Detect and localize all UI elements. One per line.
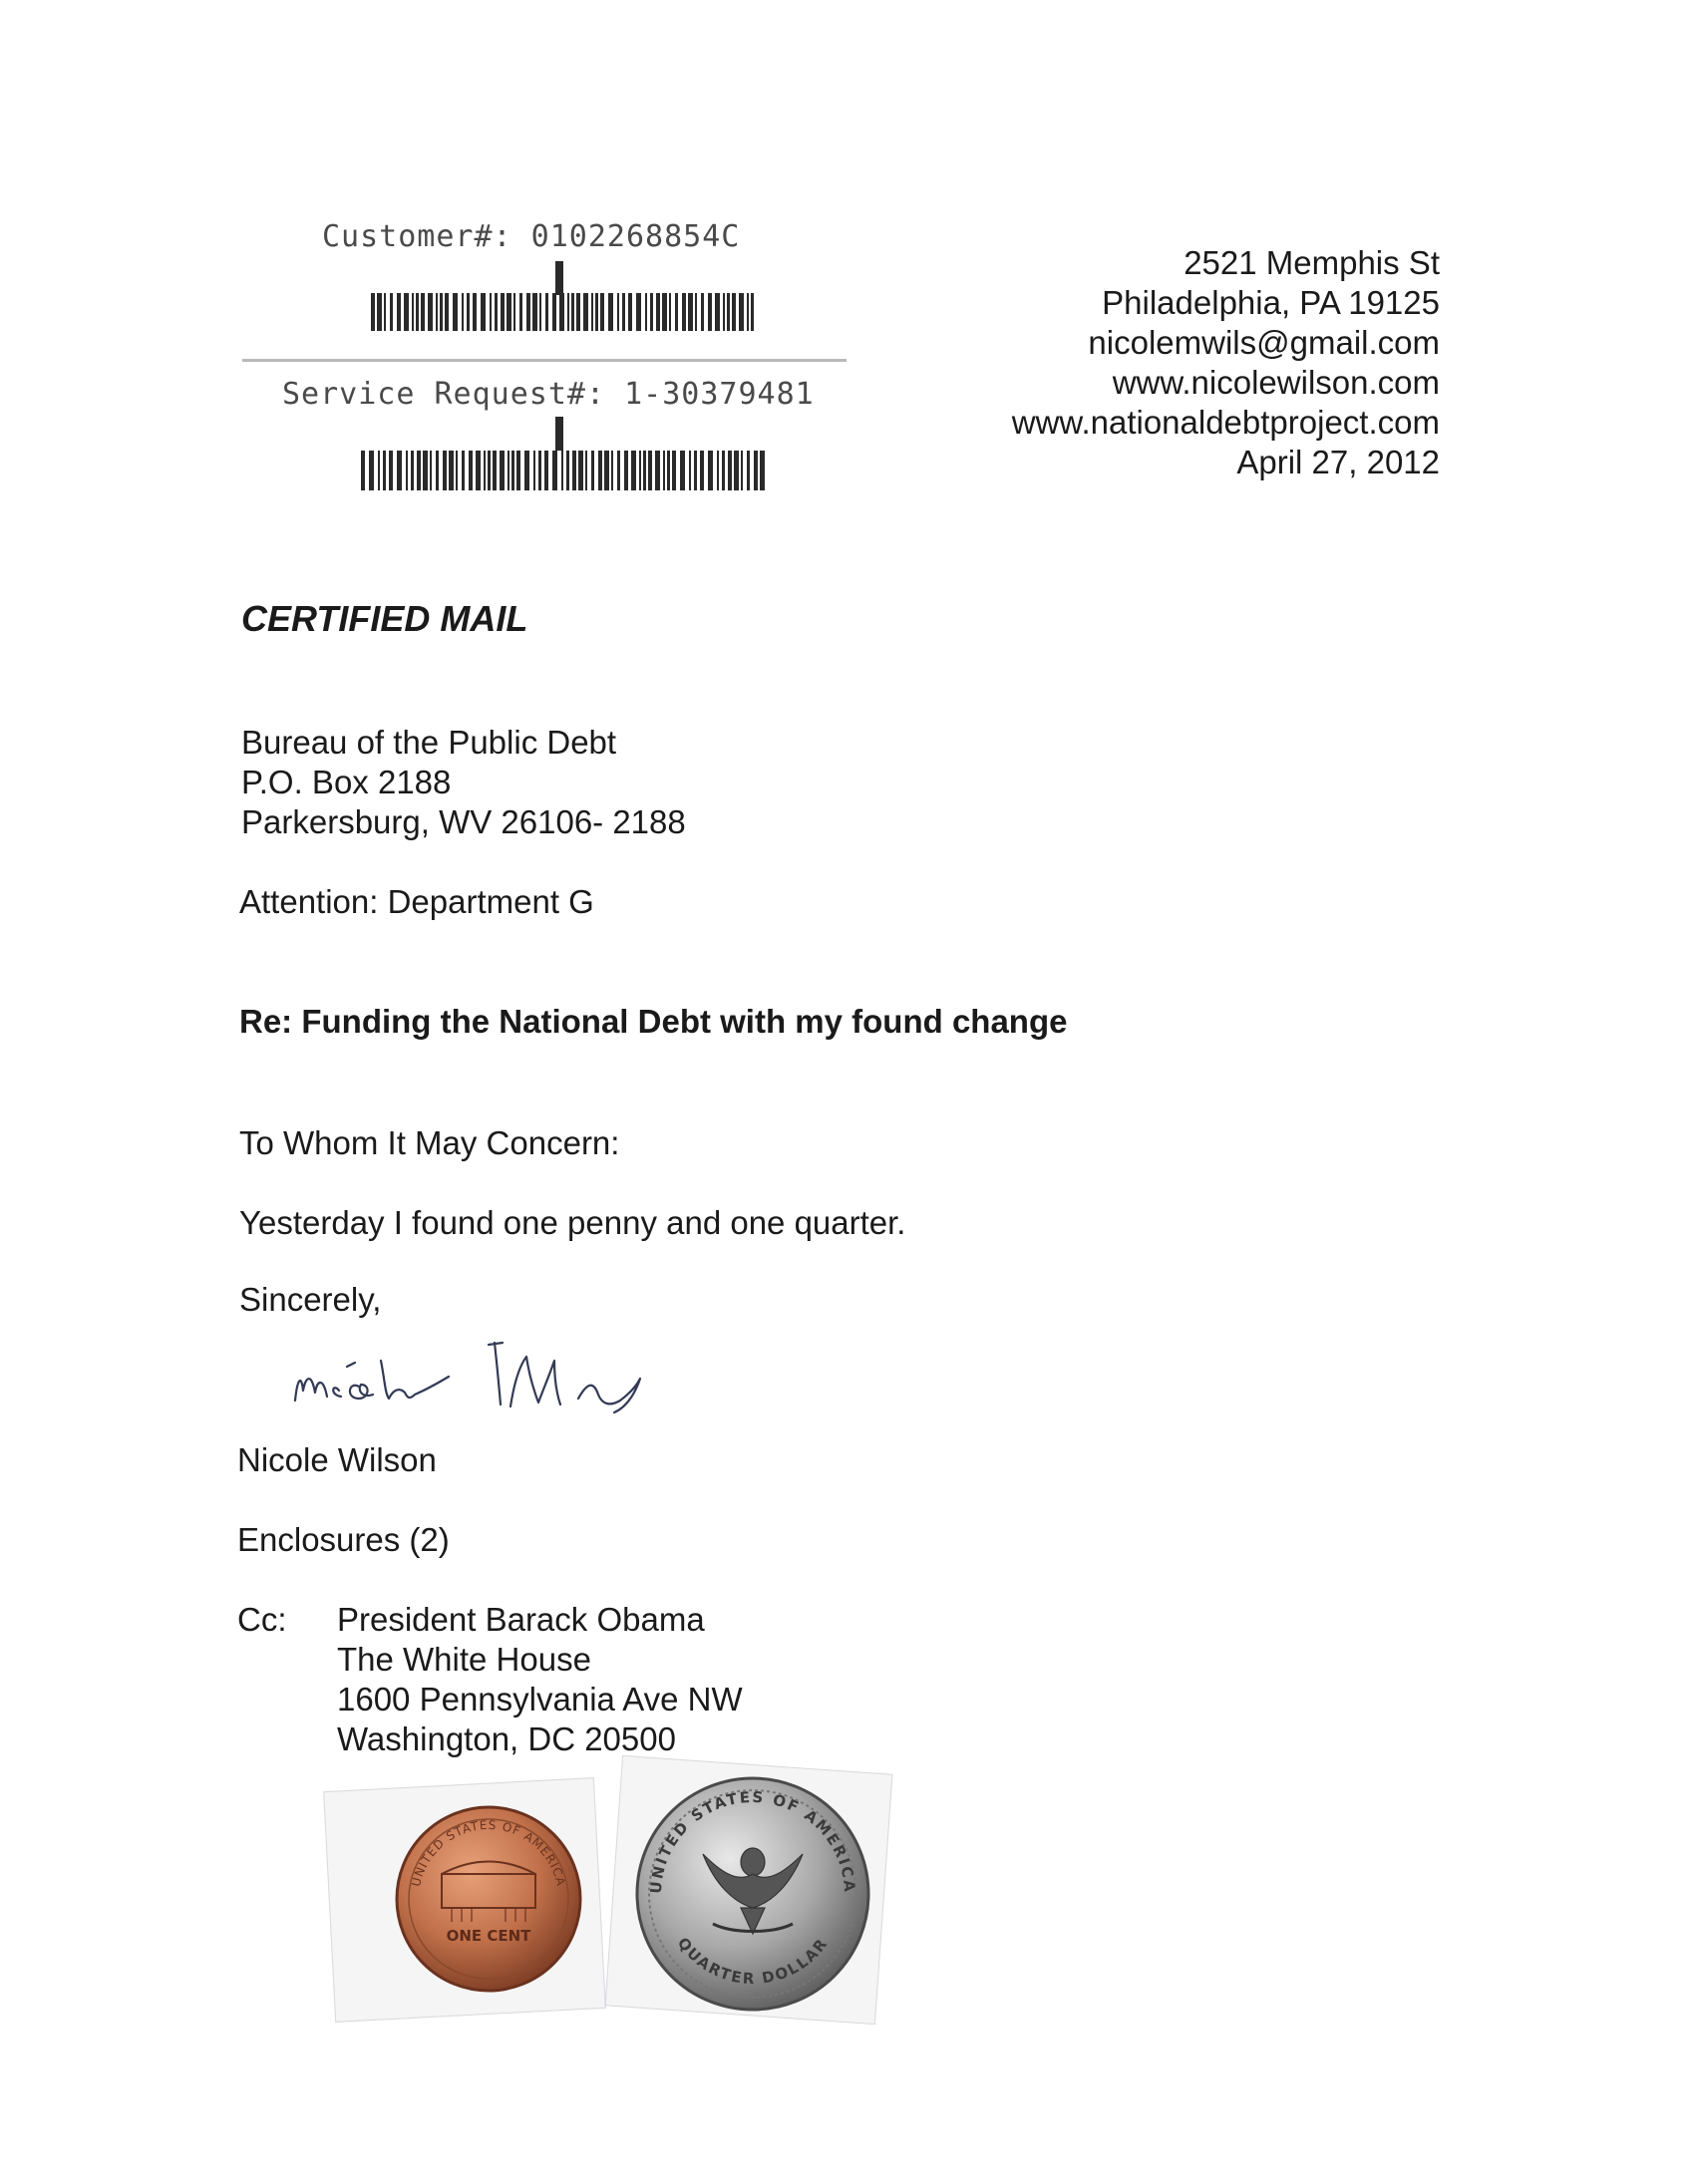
barcode-bar [675, 293, 678, 331]
recipient-address [241, 723, 686, 842]
barcode-bar [473, 293, 477, 331]
barcode-bar [667, 451, 670, 490]
barcode-bar [708, 293, 712, 331]
barcode-bar [462, 293, 464, 331]
barcode-bar [378, 451, 380, 490]
barcode-bar [501, 293, 505, 331]
barcode-bar [747, 293, 749, 331]
barcode-bar [583, 293, 588, 331]
barcode-bar [449, 451, 454, 490]
sender-street: 2521 Memphis St [1184, 244, 1440, 281]
barcode-bar [598, 451, 602, 490]
barcode-bar [663, 451, 665, 490]
customer-barcode [371, 293, 756, 331]
barcode-bar [760, 451, 765, 490]
barcode-bar [636, 293, 641, 331]
barcode-bar [423, 451, 428, 490]
penny-bottom-text: ONE CENT [446, 1927, 531, 1945]
certified-mail-heading: CERTIFIED MAIL [241, 598, 528, 639]
body-paragraph: Yesterday I found one penny and one quarter. [239, 1204, 906, 1241]
barcode-bar [456, 451, 458, 490]
barcode-bar [672, 451, 676, 490]
barcode-bar [722, 451, 725, 490]
sender-city: Philadelphia, PA 19125 [1102, 284, 1440, 321]
recipient-po-box: P.O. Box 2188 [241, 764, 452, 800]
sender-project-website: www.nationaldebtproject.com [1011, 404, 1440, 441]
barcode-bar [747, 451, 750, 490]
barcode-bar [571, 293, 574, 331]
barcode-bar [662, 293, 667, 331]
service-request-label: Service Request#: 1-30379481 [282, 377, 815, 412]
barcode-bar [513, 293, 515, 331]
barcode-bar [656, 293, 660, 331]
barcode-bar [544, 451, 548, 490]
barcode-bar [643, 451, 646, 490]
handwritten-signature [289, 1321, 678, 1425]
barcode-bar [421, 293, 425, 331]
sender-website: www.nicolewilson.com [1112, 364, 1440, 401]
barcode-bar [645, 293, 647, 331]
barcode-bar [397, 451, 402, 490]
barcode-bar [689, 451, 691, 490]
service-barcode [361, 451, 766, 490]
barcode-bar [701, 293, 704, 331]
signer-name: Nicole Wilson [237, 1441, 437, 1478]
barcode-bar [490, 293, 492, 331]
barcode-bar [397, 293, 401, 331]
barcode-bar [481, 293, 486, 331]
cc-building: The White House [337, 1641, 591, 1678]
barcode-bar [751, 293, 754, 331]
barcode-bar [467, 293, 470, 331]
closing: Sincerely, [239, 1281, 382, 1318]
barcode-bar [404, 293, 409, 331]
barcode-bar [417, 451, 421, 490]
cc-city: Washington, DC 20500 [337, 1720, 676, 1757]
barcode-bar [416, 293, 419, 331]
barcode-bar [688, 293, 693, 331]
attention-line: Attention: Department G [239, 883, 594, 920]
barcode-bar [488, 451, 491, 490]
barcode-bar [628, 293, 632, 331]
barcode-bar [732, 293, 736, 331]
subject-line: Re: Funding the National Debt with my found change [239, 1003, 1068, 1040]
barcode-bar [741, 451, 743, 490]
barcode-bar [495, 293, 498, 331]
barcode-bar [754, 451, 758, 490]
barcode-bar [566, 451, 569, 490]
barcode-bar [539, 293, 541, 331]
barcode-bar [680, 451, 685, 490]
barcode-bar [552, 293, 556, 331]
barcode-bar [682, 293, 686, 331]
barcode-bar [591, 451, 594, 490]
barcode-bar [484, 451, 486, 490]
barcode-bar [500, 451, 505, 490]
barcode-bar [533, 451, 535, 490]
barcode-bar [361, 451, 365, 490]
cc-address [337, 1600, 743, 1759]
barcode-bar [708, 451, 713, 490]
barcode-bar [595, 293, 598, 331]
barcode-bar [567, 293, 569, 331]
barcode-bar [650, 293, 653, 331]
barcode-bar [516, 451, 520, 490]
barcode-bar [390, 293, 393, 331]
barcode-bar [739, 293, 744, 331]
barcode-bar [411, 451, 414, 490]
barcode-bar [591, 293, 593, 331]
enclosures-line: Enclosures (2) [237, 1521, 450, 1558]
barcode-bar [443, 451, 447, 490]
barcode-bar [694, 451, 697, 490]
barcode-bar [728, 451, 732, 490]
barcode-bar [617, 451, 620, 490]
cc-label: Cc: [237, 1601, 287, 1638]
barcode-bar [631, 451, 636, 490]
barcode-bar [624, 451, 628, 490]
barcode-bar [622, 293, 625, 331]
barcode-bar [445, 293, 449, 331]
barcode-bar [428, 293, 433, 331]
barcode-bar [524, 451, 529, 490]
barcode-bar [371, 293, 375, 331]
barcode-bar [384, 293, 386, 331]
sender-address [1012, 243, 1440, 482]
penny-coin [394, 1804, 583, 1994]
barcode-bar [508, 451, 509, 490]
barcode-bar [507, 293, 511, 331]
barcode-bar [545, 293, 548, 331]
barcode-bar [723, 293, 725, 331]
barcode-bar [734, 451, 739, 490]
barcode-bar [639, 451, 641, 490]
barcode-bar [440, 293, 443, 331]
barcode-bar [476, 451, 481, 490]
sender-email: nicolemwils@gmail.com [1088, 324, 1440, 361]
barcode-bar [648, 451, 652, 490]
barcode-bar [369, 451, 374, 490]
barcode-bar [511, 451, 514, 490]
quarter-coin [633, 1774, 872, 2014]
barcode-bar [715, 293, 720, 331]
barcode-bar [538, 451, 541, 490]
barcode-bar [389, 451, 393, 490]
barcode-bar [377, 293, 382, 331]
barcode-bar [462, 451, 465, 490]
barcode-bar [561, 451, 563, 490]
recipient-name: Bureau of the Public Debt [241, 724, 617, 761]
barcode-bar [572, 451, 576, 490]
barcode-bar [717, 451, 719, 490]
barcode-bar [532, 293, 537, 331]
barcode-bar [727, 293, 730, 331]
barcode-bar [700, 451, 704, 490]
letter-date: April 27, 2012 [1236, 444, 1440, 480]
barcode-bar [576, 293, 580, 331]
barcode-bar [436, 451, 439, 490]
header-divider [242, 359, 847, 362]
quarter-top-text: UNITED STATES OF AMERICA [646, 1787, 859, 1895]
barcode-bar [611, 451, 613, 490]
barcode-bar [436, 293, 438, 331]
barcode-bar [383, 451, 386, 490]
barcode-bar [600, 293, 604, 331]
barcode-bar [493, 451, 497, 490]
customer-barcode-stem [555, 261, 563, 295]
barcode-bar [695, 293, 697, 331]
barcode-bar [469, 451, 473, 490]
service-barcode-stem [555, 417, 563, 451]
quarter-bottom-text: QUARTER DOLLAR [673, 1934, 833, 1989]
barcode-bar [526, 293, 530, 331]
barcode-bar [655, 451, 660, 490]
barcode-bar [519, 293, 522, 331]
barcode-bar [617, 293, 619, 331]
recipient-city: Parkersburg, WV 26106- 2188 [241, 803, 686, 840]
cc-street: 1600 Pennsylvania Ave NW [337, 1681, 743, 1717]
barcode-bar [552, 451, 557, 490]
customer-number-label: Customer#: 0102268854C [322, 219, 741, 254]
barcode-bar [604, 451, 609, 490]
barcode-bar [608, 293, 613, 331]
barcode-bar [559, 293, 564, 331]
salutation: To Whom It May Concern: [239, 1124, 620, 1161]
cc-name: President Barack Obama [337, 1601, 705, 1638]
barcode-bar [453, 293, 458, 331]
barcode-bar [430, 451, 432, 490]
barcode-bar [412, 293, 414, 331]
penny-top-text: UNITED STATES OF AMERICA [409, 1817, 568, 1888]
barcode-bar [578, 451, 583, 490]
barcode-bar [406, 451, 408, 490]
barcode-bar [669, 293, 671, 331]
barcode-bar [585, 451, 587, 490]
